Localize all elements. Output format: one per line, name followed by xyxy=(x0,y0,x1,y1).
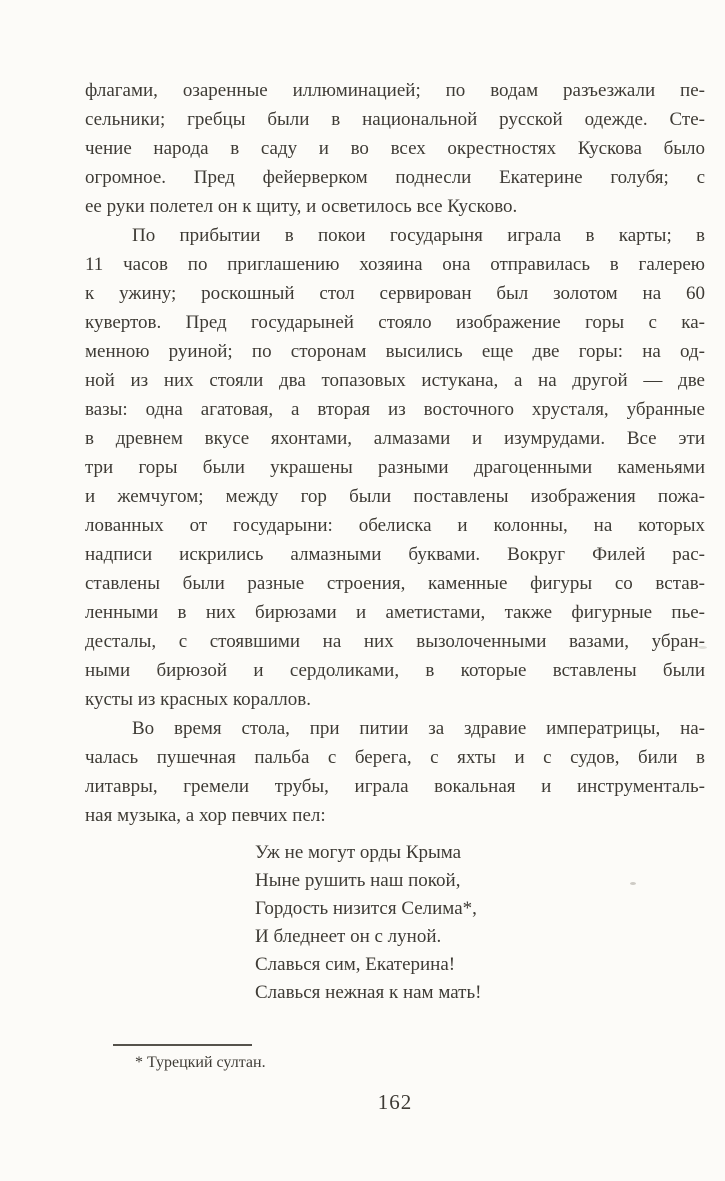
text-line: литавры, гремели трубы, играла вокальная и инструменталь- xyxy=(85,776,705,797)
text-line: кусты из красных кораллов. xyxy=(85,689,311,710)
text-line: и жемчугом; между гор были поставлены изображения пожа- xyxy=(85,486,705,507)
text-line: Во время стола, при питии за здравие императрицы, на- xyxy=(132,718,705,739)
text-line: кувертов. Пред государыней стояло изображение горы с ка- xyxy=(85,312,705,333)
paper-speck xyxy=(630,882,636,885)
text-line: в древнем вкусе яхонтами, алмазами и изумрудами. Все эти xyxy=(85,428,705,449)
text-line: вазы: одна агатовая, а вторая из восточного хрусталя, убранные xyxy=(85,399,705,420)
text-line: менною руиной; по сторонам высились еще две горы: на од- xyxy=(85,341,705,362)
paragraphs xyxy=(85,76,705,830)
paragraph xyxy=(85,76,705,221)
footnote-rule xyxy=(113,1044,252,1046)
text-line: три горы были украшены разными драгоценными каменьями xyxy=(85,457,705,478)
verse-line: Уж не могут орды Крыма xyxy=(255,842,462,863)
page-number: 162 xyxy=(377,1090,413,1114)
text-line: надписи искрились алмазными буквами. Вокруг Филей рас- xyxy=(85,544,705,565)
text-line: По прибытии в покои государыня играла в карты; в xyxy=(132,225,705,246)
text-line: ной из них стояли два топазовых истукана, а на другой — две xyxy=(85,370,705,391)
text-line: десталы, с стоявшими на них вызолоченными вазами, убран- xyxy=(85,631,705,652)
verse-line: Гордость низится Селима*, xyxy=(255,898,477,919)
paper-speck xyxy=(698,646,707,649)
text-line: чение народа в саду и во всех окрестностях Кускова было xyxy=(85,138,705,159)
text-block xyxy=(85,76,705,1007)
text-line: ными бирюзой и сердоликами, в которые вставлены были xyxy=(85,660,705,681)
text-line: ее руки полетел он к щиту, и осветилось все Кусково. xyxy=(85,196,518,217)
text-line: огромное. Пред фейерверком поднесли Екатерине голубя; с xyxy=(85,167,705,188)
verse-line: Славься сим, Екатерина! xyxy=(255,954,456,975)
text-line: ленными в них бирюзами и аметистами, также фигурные пье- xyxy=(85,602,705,623)
text-line: флагами, озаренные иллюминацией; по водам разъезжали пе- xyxy=(85,80,705,101)
text-line: чалась пушечная пальба с берега, с яхты и с судов, били в xyxy=(85,747,705,768)
verse xyxy=(255,839,705,1007)
text-line: 11 часов по приглашению хозяина она отправилась в галерею xyxy=(85,254,705,275)
text-line: к ужину; роскошный стол сервирован был золотом на 60 xyxy=(85,283,705,304)
verse-line: И бледнеет он с луной. xyxy=(255,926,442,947)
text-line: ставлены были разные строения, каменные фигуры со встав- xyxy=(85,573,705,594)
verse-line: Славься нежная к нам мать! xyxy=(255,982,482,1003)
verse-line: Ныне рушить наш покой, xyxy=(255,870,461,891)
text-line: лованных от государыни: обелиска и колонны, на которых xyxy=(85,515,705,536)
footnote: * Турецкий султан. xyxy=(135,1054,266,1071)
paragraph xyxy=(85,221,705,714)
text-line: сельники; гребцы были в национальной русской одежде. Сте- xyxy=(85,109,705,130)
paragraph xyxy=(85,714,705,830)
text-line: ная музыка, а хор певчих пел: xyxy=(85,805,326,826)
